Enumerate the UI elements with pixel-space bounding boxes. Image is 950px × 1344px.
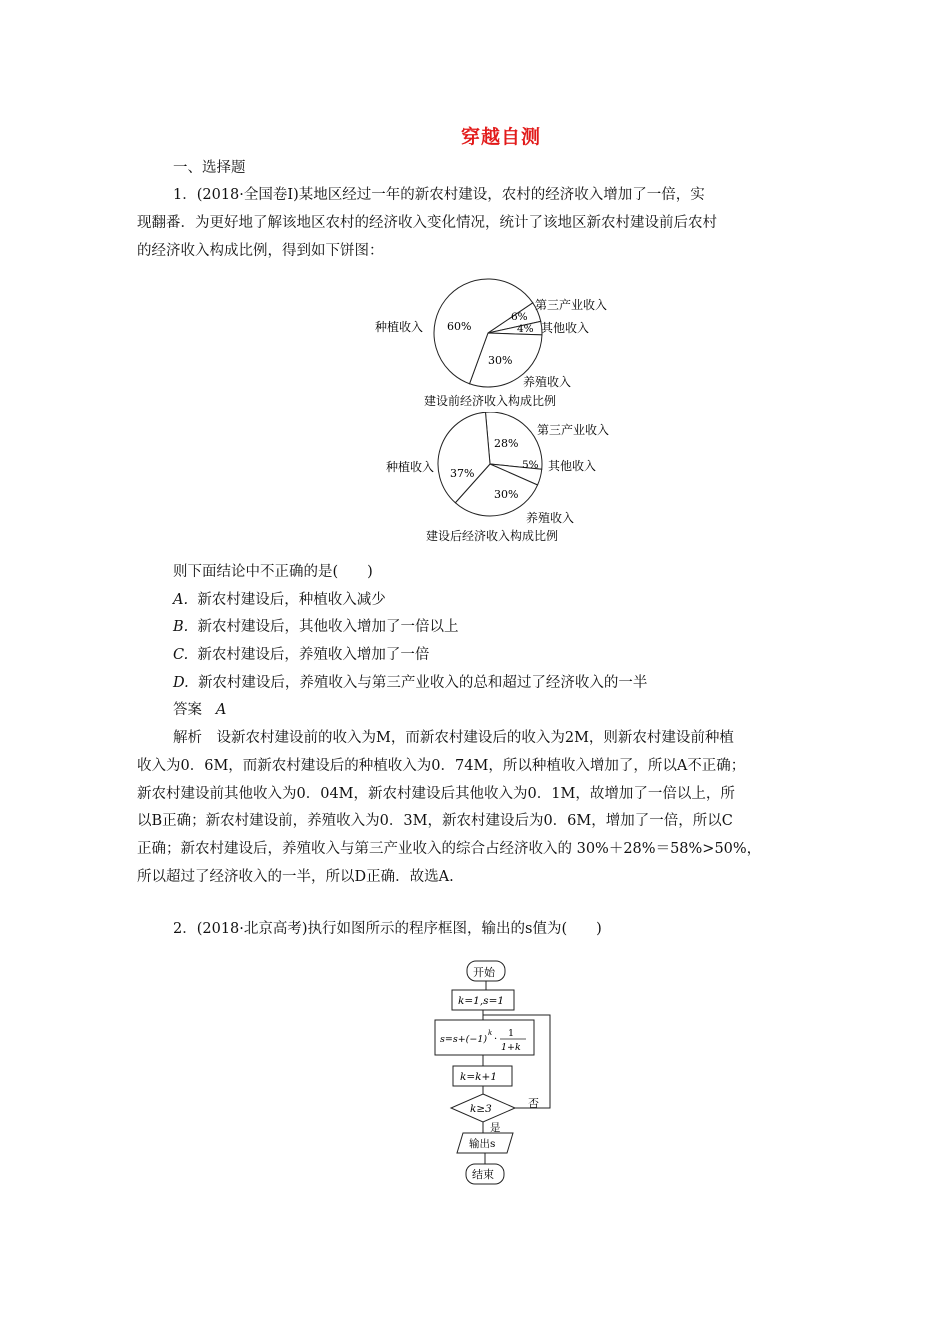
pie2-label-breeding: 养殖收入 bbox=[526, 511, 575, 525]
q1-stem-line-1: 1．(2018·全国卷Ⅰ)某地区经过一年的新农村建设，农村的经济收入增加了一倍，实 bbox=[173, 187, 705, 203]
q1-option-a bbox=[173, 590, 386, 610]
pie2-value-planting: 37% bbox=[450, 467, 475, 480]
q1-stem-line-3: 的经济收入构成比例，得到如下饼图： bbox=[137, 243, 384, 259]
flow-update-s-den: 1+k bbox=[501, 1042, 521, 1053]
section-heading: 一、选择题 bbox=[173, 160, 246, 176]
q1-analysis-line-5: 正确；新农村建设后，养殖收入与第三产业收入的综合占经济收入的 30%＋28%＝58%>50%， bbox=[137, 841, 762, 857]
q1-analysis-line-6: 所以超过了经济收入的一半，所以D正确．故选A. bbox=[137, 869, 454, 885]
flow-yes-label: 是 bbox=[490, 1122, 501, 1134]
pie2-label-other: 其他收入 bbox=[548, 459, 597, 473]
flow-loop-back-line bbox=[483, 1015, 550, 1108]
pie2-title: 建设后经济收入构成比例 bbox=[426, 529, 559, 543]
flow-update-s-num: 1 bbox=[508, 1028, 515, 1039]
q1-stem-line-2: 现翻番．为更好地了解该地区农村的经济收入变化情况，统计了该地区新农村建设前后农村 bbox=[137, 215, 717, 231]
q1-analysis-line-1: 解析 设新农村建设前的收入为M，而新农村建设后的收入为2M，则新农村建设前种植 bbox=[173, 730, 734, 746]
flow-end-text: 结束 bbox=[472, 1168, 494, 1181]
pie2-label-planting: 种植收入 bbox=[386, 460, 435, 474]
pie1-value-planting: 60% bbox=[447, 320, 472, 333]
flow-init-text: k=1,s=1 bbox=[458, 995, 505, 1007]
flow-update-s-text: s=s+(−1) bbox=[440, 1034, 488, 1045]
q2-stem: 2．(2018·北京高考)执行如图所示的程序框图，输出的s值为( ) bbox=[173, 921, 602, 937]
flow-output-text: 输出s bbox=[469, 1138, 496, 1150]
option-b-text: 新农村建设后，其他收入增加了一倍以上 bbox=[197, 619, 459, 635]
flow-update-s-exp: k bbox=[488, 1029, 493, 1037]
pie2-value-other: 5% bbox=[522, 459, 539, 471]
flow-condition-text: k≥3 bbox=[470, 1103, 492, 1115]
page-title: 穿越自测 bbox=[460, 126, 541, 148]
pie-chart-before bbox=[360, 276, 640, 410]
q1-analysis-line-2: 收入为0．6M，而新农村建设后的种植收入为0．74M，所以种植收入增加了，所以A不正确； bbox=[137, 758, 746, 774]
q1-analysis-line-3: 新农村建设前其他收入为0．04M，新农村建设后其他收入为0．1M，故增加了一倍以上，所 bbox=[137, 786, 735, 802]
flow-no-label: 否 bbox=[528, 1097, 539, 1110]
q1-answer bbox=[173, 700, 226, 720]
option-c-text: 新农村建设后，养殖收入增加了一倍 bbox=[197, 647, 430, 663]
pie1-label-planting: 种植收入 bbox=[375, 320, 424, 334]
flow-update-k-text: k=k+1 bbox=[460, 1071, 498, 1083]
flow-update-s-dot: · bbox=[494, 1034, 498, 1045]
q1-option-d bbox=[173, 673, 647, 693]
q1-analysis-line-4: 以B正确；新农村建设前，养殖收入为0．3M，新农村建设后为0．6M，增加了一倍，所以C bbox=[137, 813, 733, 829]
pie-chart-after bbox=[360, 412, 640, 546]
pie2-value-tertiary: 28% bbox=[494, 437, 519, 450]
pie1-value-other: 4% bbox=[517, 323, 534, 335]
flow-start-text: 开始 bbox=[473, 966, 495, 979]
flowchart bbox=[430, 955, 570, 1190]
q1-option-c bbox=[173, 645, 429, 665]
option-b-letter: B. bbox=[173, 619, 189, 635]
pie1-label-tertiary: 第三产业收入 bbox=[535, 298, 608, 312]
pie1-value-breeding: 30% bbox=[488, 354, 513, 367]
pie1-label-other: 其他收入 bbox=[541, 321, 590, 335]
option-a-letter: A. bbox=[173, 592, 189, 608]
answer-value: A bbox=[215, 702, 227, 718]
pie1-title: 建设前经济收入构成比例 bbox=[424, 394, 557, 408]
option-a-text: 新农村建设后，种植收入减少 bbox=[197, 592, 386, 608]
q1-option-b bbox=[173, 617, 458, 637]
option-d-text: 新农村建设后，养殖收入与第三产业收入的总和超过了经济收入的一半 bbox=[197, 675, 648, 691]
answer-label: 答案 bbox=[173, 702, 202, 718]
pie2-value-breeding: 30% bbox=[494, 488, 519, 501]
option-d-letter: D. bbox=[173, 675, 189, 691]
pie1-value-tertiary: 6% bbox=[511, 311, 528, 323]
q1-question: 则下面结论中不正确的是( ) bbox=[173, 564, 373, 580]
option-c-letter: C. bbox=[173, 647, 189, 663]
pie1-label-breeding: 养殖收入 bbox=[523, 375, 572, 389]
pie2-label-tertiary: 第三产业收入 bbox=[537, 423, 610, 437]
